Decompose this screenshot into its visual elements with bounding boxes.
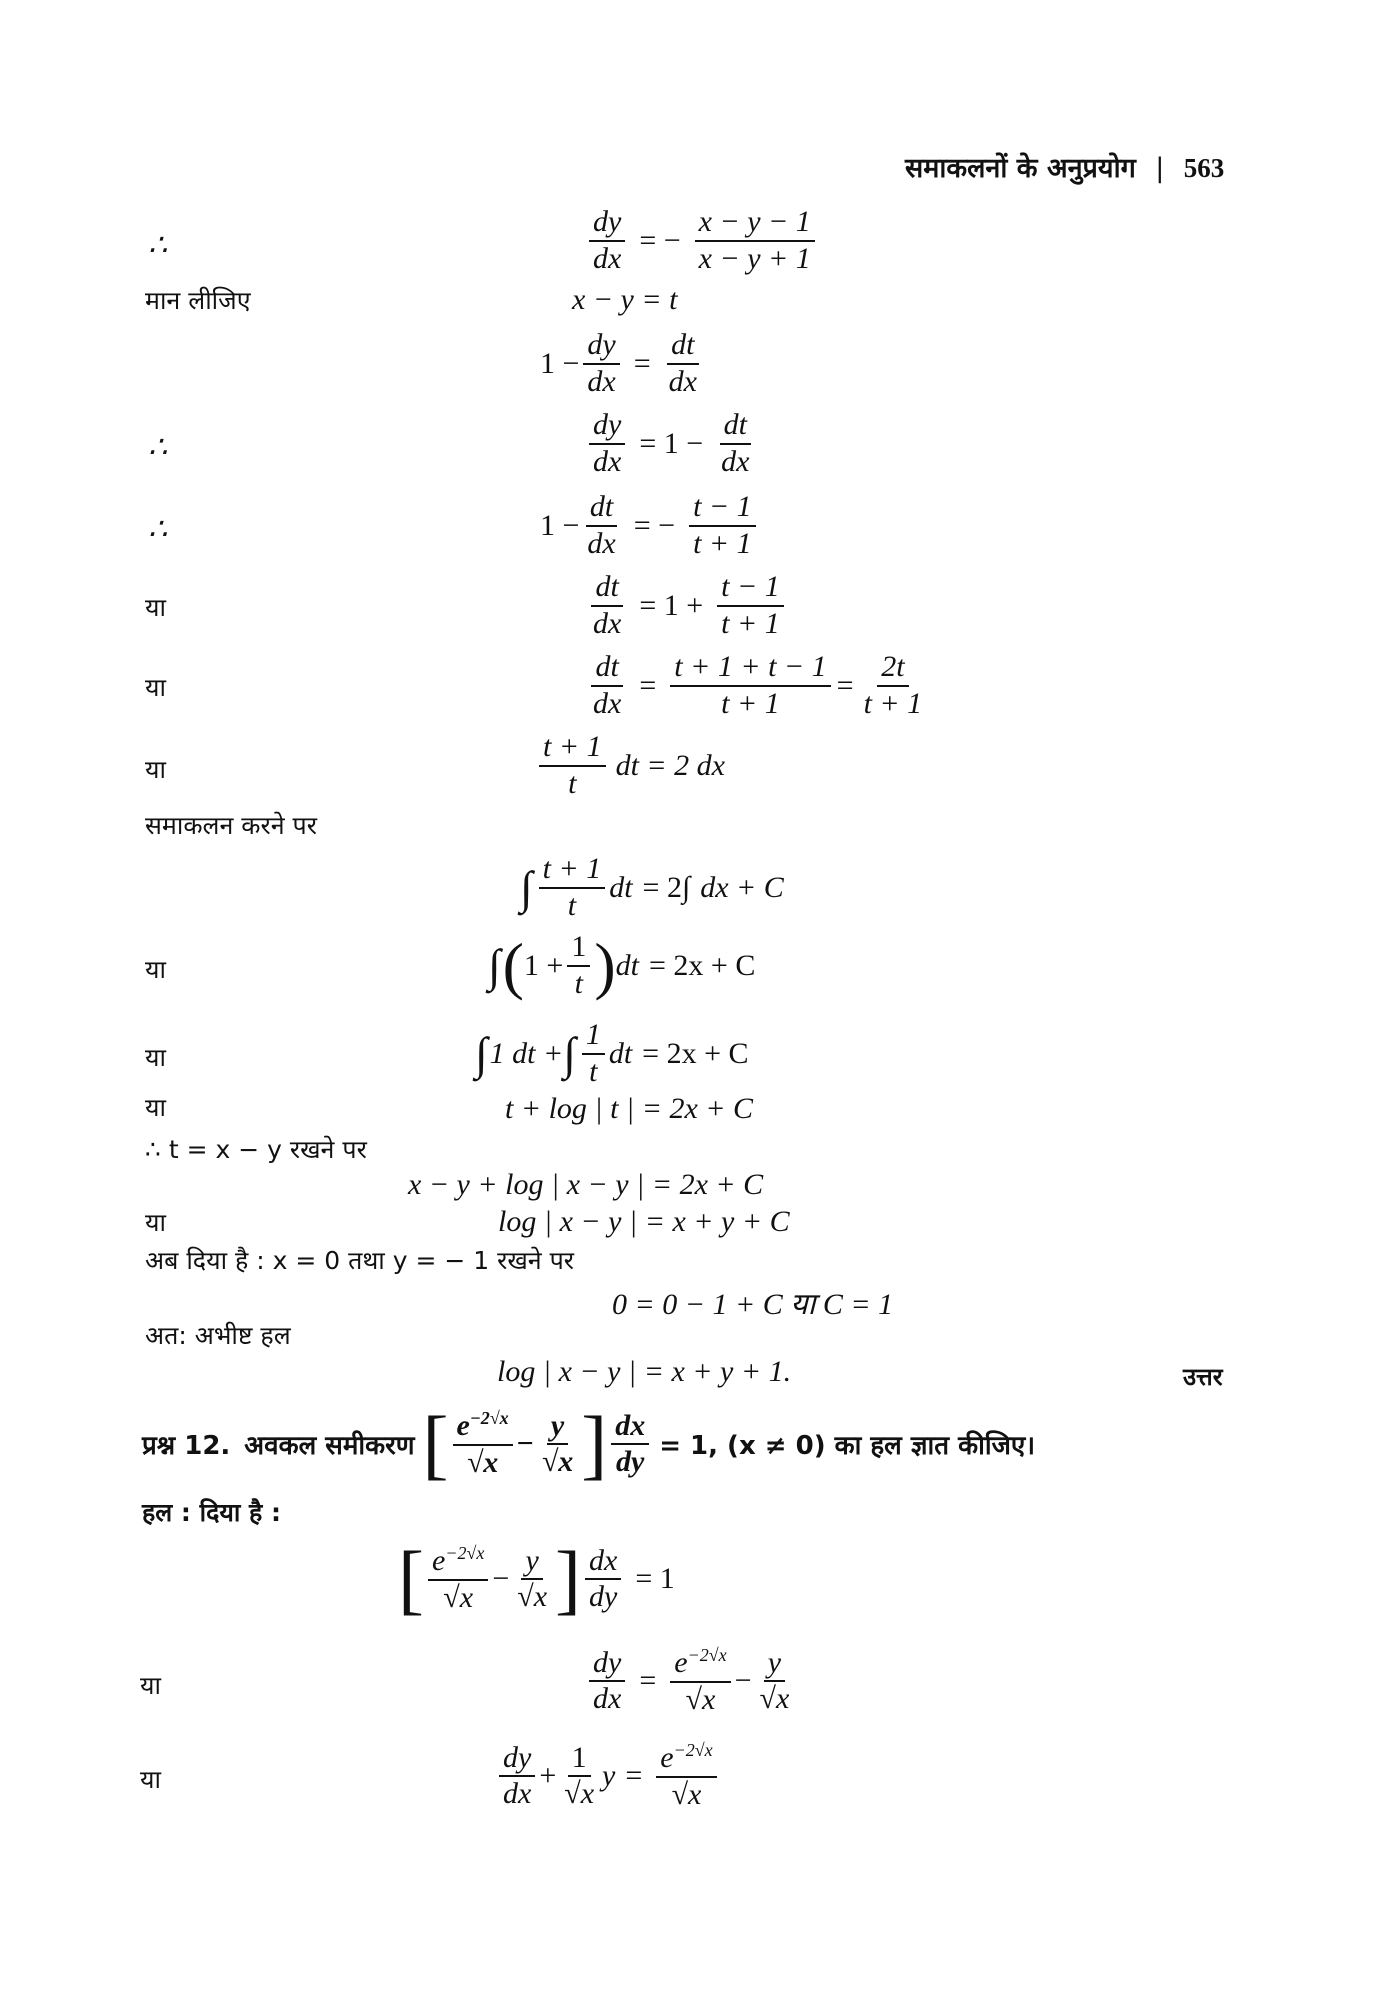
exponent: −2√x [687, 1645, 727, 1665]
numerator: dt [591, 570, 622, 607]
operator: − [734, 1664, 752, 1697]
answer-marker: उत्तर [1183, 1363, 1223, 1391]
question-12 [142, 1400, 1036, 1487]
integral-sign: ∫ [563, 1027, 576, 1079]
denominator: t [567, 888, 577, 922]
equation-9 [520, 852, 784, 923]
denominator: √x [564, 1777, 595, 1810]
denominator: dy [616, 1445, 645, 1478]
operator: = 2∫ [642, 870, 691, 904]
numerator: t − 1 [689, 490, 756, 527]
denominator: dx [593, 606, 622, 640]
equation-17 [398, 1535, 685, 1622]
therefore-symbol: ∴ [148, 431, 168, 464]
equation-8 [535, 730, 725, 801]
term: dt [609, 870, 633, 904]
numerator: 1 [582, 1018, 605, 1055]
required-solution-label: अत: अभीष्ट हल [145, 1321, 291, 1350]
solution-label: हल : दिया है : [142, 1498, 282, 1527]
base: e [674, 1646, 688, 1679]
operator: = [639, 668, 657, 702]
operator: = 1 [635, 1562, 675, 1595]
denominator: t [568, 766, 577, 800]
bracket: ] [555, 1535, 582, 1622]
term: 1 − [540, 346, 580, 380]
numerator: dx [585, 1544, 621, 1581]
denominator: dx [587, 364, 616, 398]
denominator: dx [587, 526, 616, 560]
question-suffix: = 1, (x ≠ 0) का हल ज्ञात कीजिए। [659, 1431, 1036, 1461]
operator: = 2x + C [649, 948, 756, 982]
numerator: x − y − 1 [695, 205, 815, 242]
equation-13: x − y + log | x − y | = 2x + C [408, 1168, 764, 1201]
integrating-label: समाकलन करने पर [145, 811, 317, 840]
or-label: या [140, 1765, 161, 1794]
exponent: −2√x [445, 1543, 485, 1563]
therefore-symbol: ∴ [148, 513, 168, 546]
question-number: प्रश्न 12. [142, 1431, 231, 1461]
equation-15: 0 = 0 − 1 + C या C = 1 [612, 1288, 894, 1321]
numerator: t + 1 [539, 730, 606, 767]
denominator: √x [466, 1445, 499, 1479]
equation-5 [540, 490, 760, 561]
or-label: या [145, 1093, 166, 1122]
equation-19 [495, 1740, 721, 1812]
integral-sign: ∫ [520, 861, 533, 913]
therefore-symbol: ∴ [148, 229, 168, 262]
given-values-label: अब दिया है : x = 0 तथा y = − 1 रखने पर [145, 1246, 575, 1275]
denominator: √x [443, 1580, 474, 1614]
equation-4 [585, 408, 758, 479]
term: dt [615, 948, 639, 982]
operator: − [492, 1562, 510, 1595]
numerator: dy [583, 328, 619, 365]
operator: = 2x + C [642, 1036, 749, 1070]
term: 1 dt + [489, 1036, 564, 1070]
numerator: y [547, 1409, 568, 1446]
numerator: dt [667, 328, 698, 365]
equation-3 [540, 328, 705, 399]
term: dt = 2 dx [615, 748, 725, 782]
denominator: dx [503, 1777, 532, 1810]
running-header [905, 148, 1224, 185]
equation-12: t + log | t | = 2x + C [505, 1092, 754, 1125]
denominator: √x [671, 1777, 702, 1811]
numerator: 1 [568, 1741, 591, 1778]
operator: = [625, 1759, 643, 1792]
question-prefix: अवकल समीकरण [244, 1431, 415, 1461]
numerator: dt [586, 490, 617, 527]
numerator: y [521, 1544, 542, 1581]
base: e [431, 1544, 446, 1577]
operator: = − [639, 223, 681, 257]
or-label: या [145, 1208, 166, 1237]
operator: = [836, 668, 854, 702]
or-label: या [145, 673, 166, 702]
or-label: या [145, 755, 166, 784]
denominator: dx [721, 444, 750, 478]
numerator: t + 1 [539, 852, 606, 889]
equation-10 [488, 930, 765, 1001]
denominator: dx [593, 241, 622, 275]
denominator: t + 1 [721, 686, 780, 720]
denominator: dx [593, 686, 622, 720]
paren: ( [502, 929, 524, 1001]
operator: − [516, 1427, 534, 1460]
bracket: [ [398, 1535, 424, 1622]
denominator: dy [589, 1580, 618, 1613]
denominator: t + 1 [693, 526, 752, 560]
exponent: −2√x [469, 1408, 509, 1428]
integral-sign: ∫ [475, 1027, 488, 1079]
denominator: dx [593, 444, 622, 478]
integral-sign: ∫ [488, 939, 501, 991]
base: e [456, 1409, 470, 1442]
or-label: या [145, 955, 166, 984]
numerator: dy [589, 408, 625, 445]
numerator: y [764, 1646, 785, 1683]
equation-11 [475, 1018, 759, 1089]
numerator: dy [589, 205, 625, 242]
denominator: t [589, 1054, 598, 1088]
page-number: 563 [1183, 153, 1225, 183]
denominator: t + 1 [863, 686, 923, 720]
term: 1 + [523, 948, 564, 982]
denominator: dx [593, 1682, 622, 1715]
term: 1 − [540, 508, 580, 542]
numerator: 2t [877, 650, 908, 687]
base: e [660, 1741, 674, 1774]
equation-14: log | x − y | = x + y + C [498, 1205, 790, 1238]
numerator: t + 1 + t − 1 [670, 650, 830, 687]
equation-2: x − y = t [572, 283, 678, 316]
operator: = 1 + [639, 588, 704, 622]
operator: = [633, 346, 651, 380]
denominator: √x [517, 1580, 548, 1613]
header-separator: | [1155, 153, 1165, 184]
denominator: √x [759, 1682, 790, 1715]
denominator: √x [541, 1445, 574, 1478]
or-label: या [140, 1671, 161, 1700]
denominator: t [574, 966, 584, 1000]
numerator: dy [589, 1646, 625, 1683]
bracket: ] [581, 1400, 608, 1487]
denominator: t + 1 [721, 606, 780, 640]
numerator: dt [720, 408, 751, 445]
operator: + [539, 1759, 557, 1792]
paren: ) [594, 929, 616, 1001]
operator: = [639, 1664, 657, 1697]
term: dx + C [700, 870, 784, 904]
bracket: [ [422, 1400, 449, 1487]
or-label: या [145, 593, 166, 622]
term: y [602, 1759, 616, 1792]
denominator: √x [685, 1682, 716, 1716]
numerator: dy [499, 1741, 535, 1778]
numerator: dt [591, 650, 622, 687]
equation-18 [585, 1645, 797, 1717]
equation-1 [585, 205, 819, 276]
denominator: x − y + 1 [698, 241, 811, 275]
let-label: मान लीजिए [145, 286, 251, 315]
or-label: या [145, 1043, 166, 1072]
operator: = 1 − [639, 426, 704, 460]
exponent: −2√x [673, 1740, 713, 1760]
chapter-title: समाकलनों के अनुप्रयोग [905, 153, 1136, 184]
equation-7 [585, 650, 930, 721]
denominator: dx [668, 364, 697, 398]
numerator: dx [611, 1409, 649, 1446]
question-equation [422, 1400, 654, 1487]
numerator: 1 [567, 930, 590, 967]
operator: = − [633, 508, 676, 542]
term: dt [608, 1036, 633, 1070]
numerator: t − 1 [717, 570, 784, 607]
substitution-label: ∴ t = x − y रखने पर [145, 1135, 367, 1164]
equation-6 [585, 570, 788, 641]
equation-16: log | x − y | = x + y + 1. [497, 1355, 792, 1388]
